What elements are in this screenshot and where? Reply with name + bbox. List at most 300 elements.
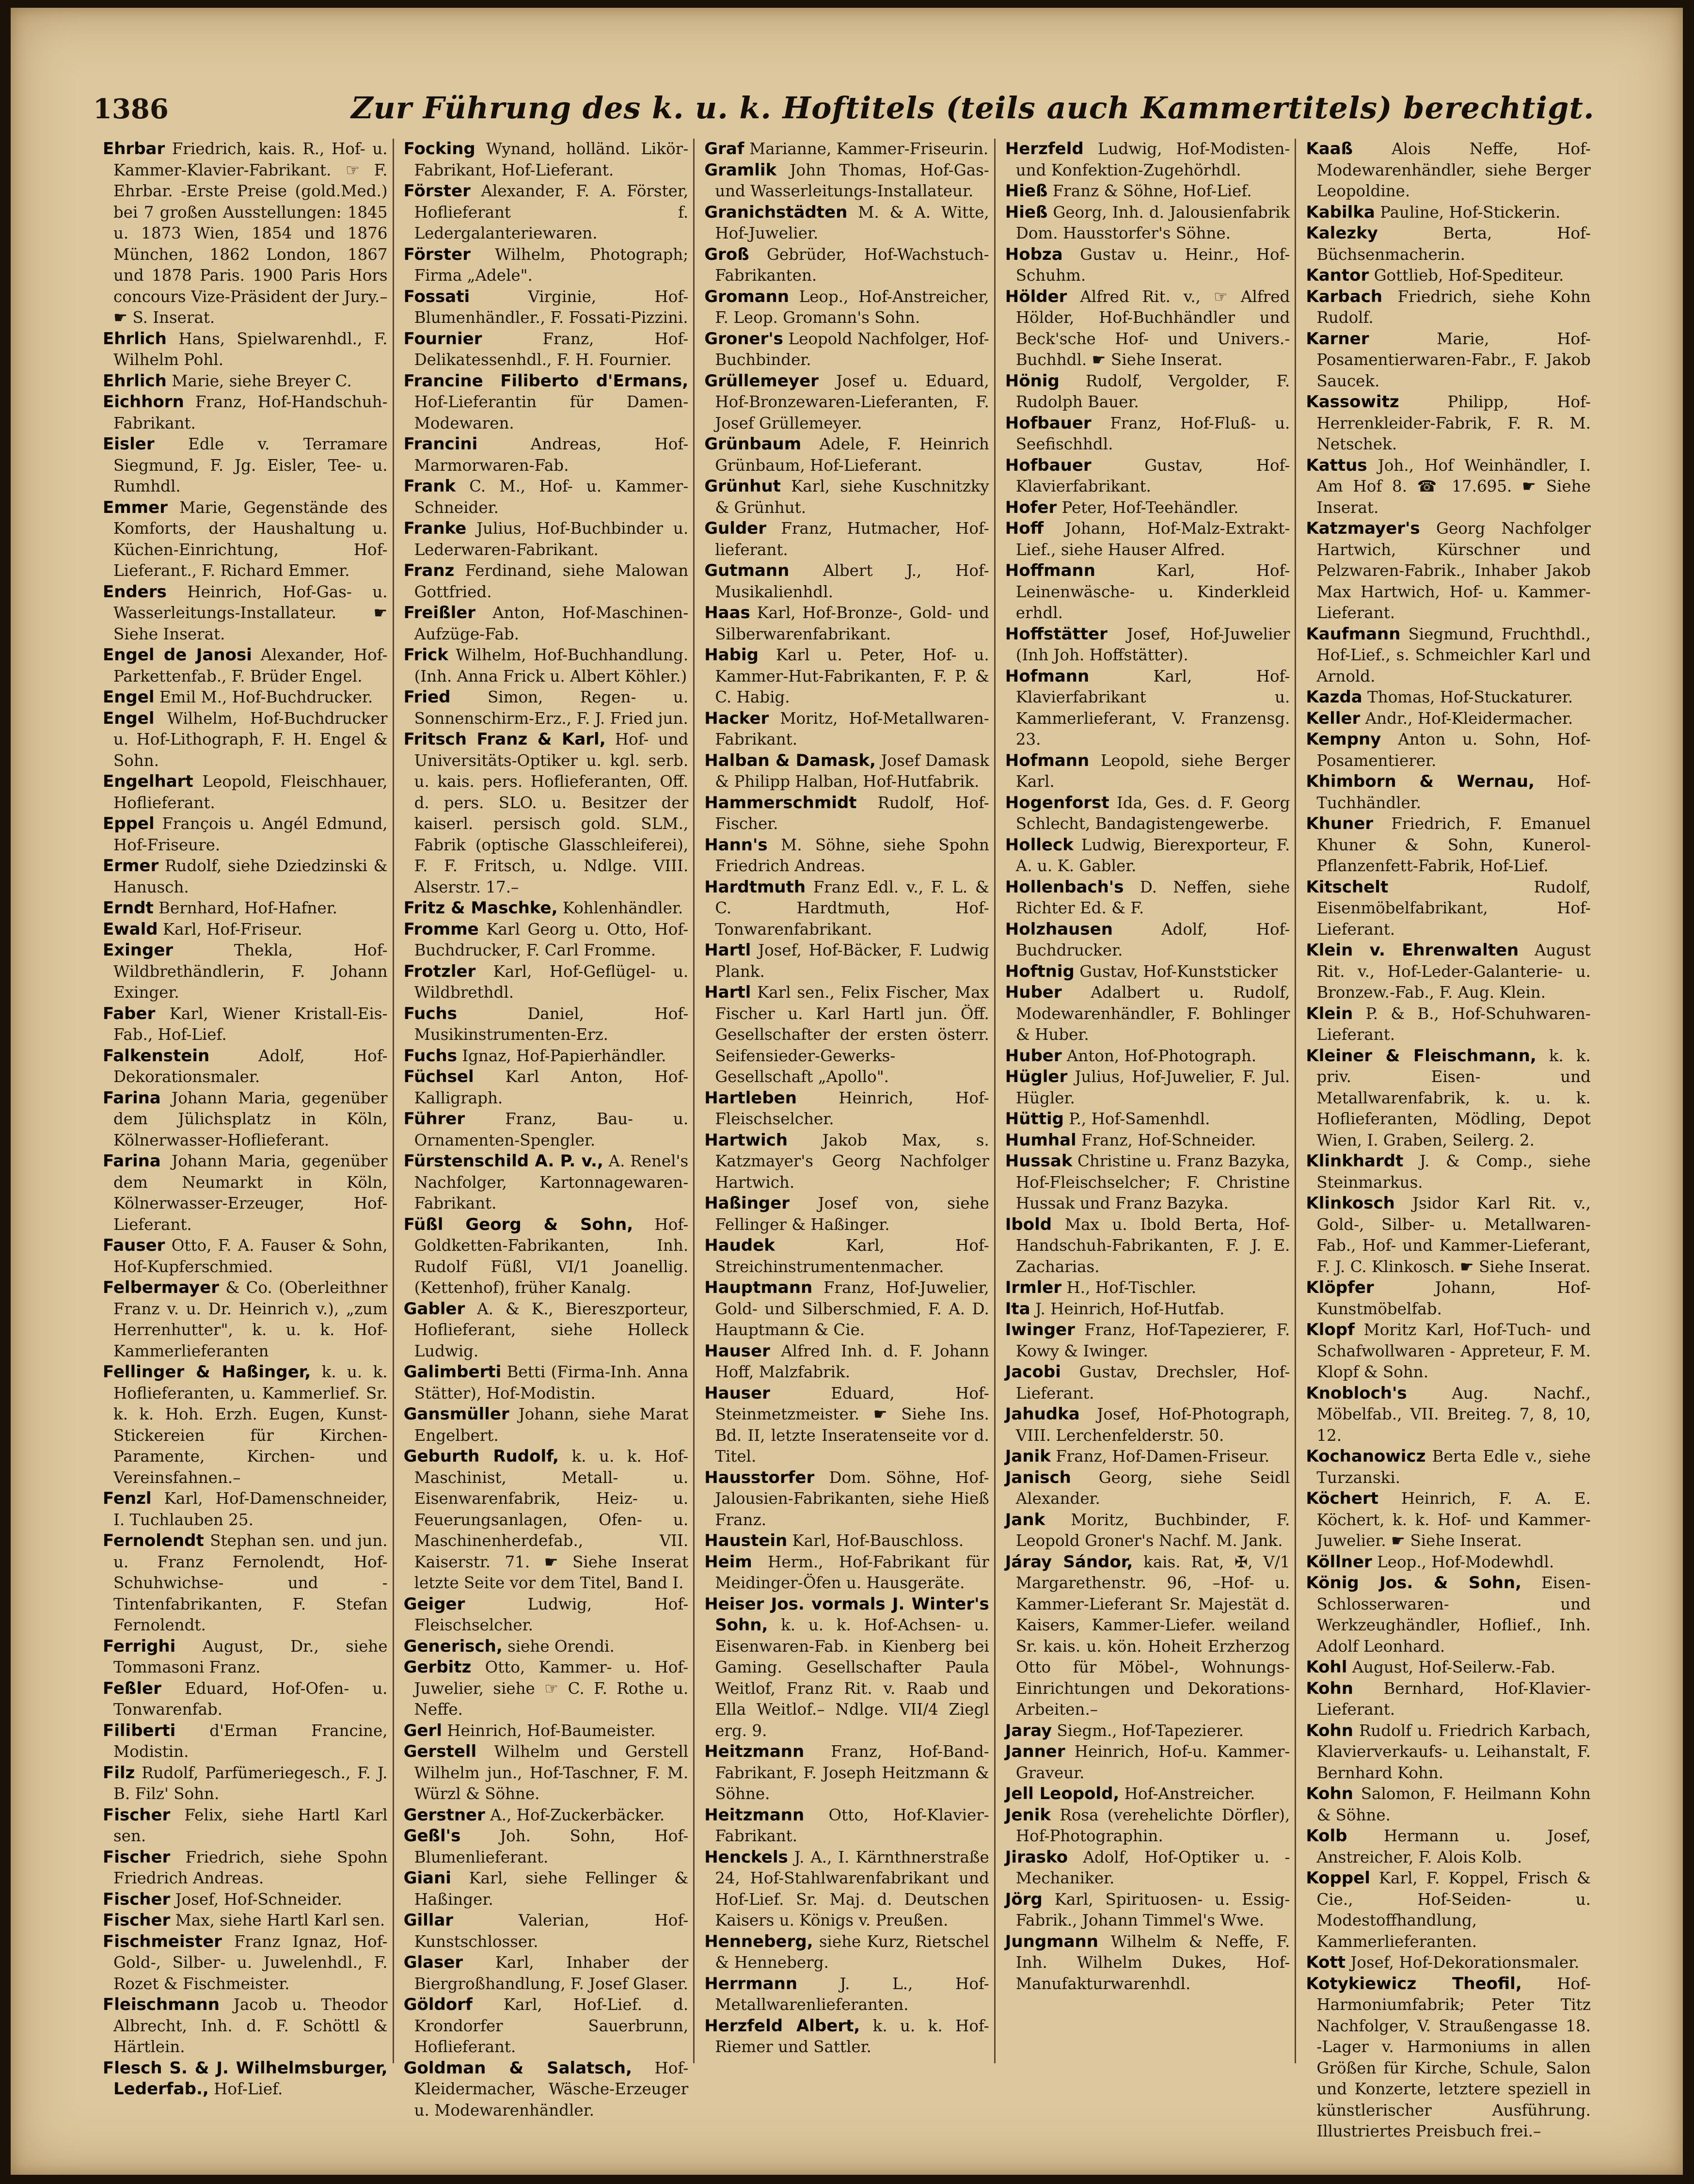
entry-text: Karl, siehe Fellinger & Haßinger. <box>414 1869 689 1909</box>
entry-name: Fischmeister <box>103 1931 222 1951</box>
entry-text: Heinrich, Hof-Baumeister. <box>447 1721 656 1740</box>
directory-entry <box>103 1088 388 1151</box>
entry-text: k. u. k. Hoflieferanten, u. Kammerlief. Sr. k. k. Hoh. Erzh. Eugen, Kunst-Stickereien für Kirchen-Paramente, Kirchen- und Vereinsfahnen.– <box>113 1363 388 1487</box>
entry-name: Füchsel <box>403 1067 474 1086</box>
directory-entry <box>1005 750 1290 793</box>
entry-text: Adolf, Hof-Optiker u. -Mechaniker. <box>1015 1848 1290 1887</box>
entry-name: Franke <box>403 519 467 538</box>
entry-name: Flesch S. & J. Wilhelmsburger, Lederfab., <box>103 2058 388 2099</box>
directory-entry <box>704 1805 989 1847</box>
entry-text: Franz, Hof-Handschuh-Fabrikant. <box>113 393 388 432</box>
entry-name: Klein <box>1306 1004 1353 1023</box>
entry-name: Hobza <box>1005 244 1063 264</box>
entry-text: Daniel, Hof-Musikinstrumenten-Erz. <box>414 1004 689 1044</box>
entry-text: Heinrich, Hof-Fleischselcher. <box>715 1088 989 1128</box>
entry-text: H., Hof-Tischler. <box>1066 1278 1197 1297</box>
entry-name: Gerstner <box>403 1805 485 1825</box>
entry-name: Haustein <box>704 1531 788 1550</box>
directory-entry <box>103 708 388 772</box>
entry-name: Fellinger & Haßinger, <box>103 1362 311 1382</box>
entry-text: Otto, Hof-Klavier-Fabrikant. <box>715 1805 989 1845</box>
directory-entry <box>1306 518 1591 624</box>
entry-text: Ferdinand, siehe Malowan Gottfried. <box>414 561 689 601</box>
entry-text: Adolf, Hof-Dekorationsmaler. <box>113 1046 388 1086</box>
entry-name: Jacobi <box>1005 1362 1061 1382</box>
entry-name: Kohn <box>1306 1721 1353 1740</box>
entry-name: Haas <box>704 603 750 622</box>
directory-entry <box>704 1847 989 1931</box>
entry-text: Franz, Hutmacher, Hof-lieferant. <box>715 519 989 559</box>
entry-name: Kazda <box>1306 687 1362 707</box>
directory-entry <box>704 1552 989 1594</box>
directory-entry <box>404 1805 689 1826</box>
entry-text: Marie, Gegenstände des Komforts, der Haushaltung u. Küchen-Einrichtung, Hof-Lieferant., F. Richard Emmer. <box>113 498 388 580</box>
entry-text: Josef von, siehe Fellinger & Haßinger. <box>715 1194 989 1234</box>
entry-name: Francini <box>403 434 478 454</box>
directory-entry <box>404 518 689 560</box>
directory-entry <box>404 1910 689 1952</box>
directory-entry <box>1306 1974 1591 2142</box>
directory-entry <box>103 687 388 708</box>
running-head: Zur Führung des k. u. k. Hoftitels (teils auch Kammertitels) berechtigt. <box>351 90 1595 126</box>
entry-name: Irmler <box>1005 1278 1062 1297</box>
entry-text: & Co. (Oberleithner Franz v. u. Dr. Heinrich v.), „zum Herrenhutter", k. u. k. Hof-Kammerlieferanten <box>113 1278 388 1360</box>
entry-name: Giani <box>403 1868 451 1888</box>
directory-entry <box>1306 1826 1591 1868</box>
directory-entry <box>704 1931 989 1974</box>
entry-name: Hussak <box>1005 1151 1073 1171</box>
entry-name: Heitzmann <box>704 1805 805 1825</box>
column-4 <box>1005 139 1297 2063</box>
directory-entry <box>704 244 989 287</box>
entry-text: Georg, Inh. d. Jalousienfabrik Dom. Hausstorfer's Söhne. <box>1015 203 1290 242</box>
entry-name: Jirasko <box>1005 1847 1068 1867</box>
entry-name: Hofmann <box>1005 666 1090 686</box>
entry-name: Kochanowicz <box>1306 1447 1426 1466</box>
entry-text: Franz, Hof-Fluß- u. Seefischhdl. <box>1015 414 1290 453</box>
entry-text: Alexander, F. A. Förster, Hoflieferant f. Ledergalanteriewaren. <box>414 182 689 242</box>
entry-name: Hausstorfer <box>704 1467 815 1487</box>
entry-name: Geßl's <box>403 1826 461 1846</box>
directory-entry <box>103 1004 388 1046</box>
entry-name: Ferrighi <box>103 1636 176 1656</box>
directory-entry <box>404 329 689 371</box>
entry-text: Thomas, Hof-Stuckaturer. <box>1367 688 1573 706</box>
entry-name: Hartl <box>704 983 751 1002</box>
directory-entry <box>1306 1488 1591 1552</box>
entry-text: Aug. Nachf., Möbelfab., VII. Breiteg. 7, 8, 10, 12. <box>1316 1384 1591 1445</box>
entry-name: Klein v. Ehrenwalten <box>1306 941 1519 960</box>
directory-entry <box>1005 1320 1290 1362</box>
entry-name: Karner <box>1306 329 1369 349</box>
directory-entry <box>103 898 388 919</box>
entry-text: Alfred Rit. v., ☞ Alfred Hölder, Hof-Buchhändler und Beck'sche Hof- und Univers.-Buchhdl. ☛ Siehe Inserat. <box>1015 287 1290 369</box>
entry-name: Fournier <box>403 329 482 349</box>
entry-text: J. Heinrich, Hof-Hutfab. <box>1035 1299 1225 1318</box>
entry-name: Fromme <box>403 919 479 939</box>
entry-name: Fischer <box>103 1911 171 1930</box>
entry-name: Fleischmann <box>103 1995 220 2014</box>
entry-text: Thekla, Hof-Wildbrethändlerin, F. Johann Exinger. <box>113 941 388 1002</box>
directory-entry <box>704 1130 989 1194</box>
directory-entry <box>404 645 689 687</box>
directory-entry <box>404 1004 689 1046</box>
entry-text: Julius, Hof-Juwelier, F. Jul. Hügler. <box>1015 1068 1290 1107</box>
entry-name: Hacker <box>704 708 769 728</box>
entry-name: Engel de Janosi <box>103 645 252 665</box>
entry-name: Kohn <box>1306 1784 1353 1803</box>
entry-name: Graf <box>704 139 744 159</box>
entry-name: Groner's <box>704 329 783 349</box>
entry-text: Adalbert u. Rudolf, Modewarenhändler, F. Bohlinger & Huber. <box>1015 983 1290 1044</box>
entry-name: Engel <box>103 708 155 728</box>
directory-entry <box>1005 287 1290 371</box>
entry-name: Fried <box>403 687 451 707</box>
directory-entry <box>404 560 689 603</box>
directory-entry <box>103 1910 388 1931</box>
entry-text: A., Hof-Zuckerbäcker. <box>490 1805 665 1824</box>
directory-entry <box>1005 835 1290 877</box>
entry-name: Fernolendt <box>103 1531 204 1550</box>
entry-name: Hieß <box>1005 181 1048 201</box>
entry-name: Hofmann <box>1005 750 1090 770</box>
directory-entry <box>1005 1510 1290 1552</box>
entry-text: Wynand, holländ. Likör-Fabrikant, Hof-Lieferant. <box>414 140 689 179</box>
directory-entry <box>404 1868 689 1910</box>
directory-entry <box>103 497 388 582</box>
entry-name: Engelhart <box>103 772 193 791</box>
directory-entry <box>1306 1277 1591 1320</box>
entry-name: Glaser <box>403 1953 463 1972</box>
entry-text: Karl, Hof-Streichinstrumentenmacher. <box>715 1236 989 1276</box>
entry-name: Jaray <box>1005 1721 1052 1740</box>
entry-text: Hof-Kleidermacher, Wäsche-Erzeuger u. Modewarenhändler. <box>414 2058 689 2120</box>
entry-text: Karl, Hof-Lief. d. Krondorfer Sauerbrunn, Hoflieferant. <box>414 1995 689 2056</box>
directory-entry <box>1005 877 1290 919</box>
directory-entry <box>404 1214 689 1299</box>
directory-entry <box>1005 666 1290 750</box>
entry-name: Ehrbar <box>103 139 165 159</box>
entry-name: Gabler <box>403 1299 465 1319</box>
directory-entry <box>103 1847 388 1889</box>
entry-text: Karl Georg u. Otto, Hof-Buchdrucker, F. Carl Fromme. <box>414 920 689 959</box>
directory-entry <box>103 329 388 371</box>
entry-name: Führer <box>403 1109 465 1129</box>
directory-entry <box>704 1235 989 1277</box>
entry-text: Ida, Ges. d. F. Georg Schlecht, Bandagistengewerbe. <box>1015 793 1290 833</box>
entry-name: Heitzmann <box>704 1742 805 1761</box>
directory-entry <box>1306 1952 1591 1974</box>
entry-name: Erndt <box>103 898 154 918</box>
entry-text: P., Hof-Samenhdl. <box>1069 1110 1210 1128</box>
directory-entry <box>103 919 388 941</box>
entry-name: Förster <box>403 244 471 264</box>
entry-text: Heinrich, F. A. E. Köchert, k. k. Hof- und Kammer-Juwelier. ☛ Siehe Inserat. <box>1316 1489 1591 1550</box>
entry-name: Köchert <box>1306 1489 1378 1508</box>
directory-entry <box>1306 1868 1591 1952</box>
entry-text: Hof-Goldketten-Fabrikanten, Inh. Rudolf Füßl, VI/1 Joanellig. (Kettenhof), früher Kanalg. <box>414 1215 689 1297</box>
directory-entry <box>1005 1847 1290 1889</box>
entry-text: Marie, siehe Breyer C. <box>172 371 352 390</box>
directory-entry <box>103 645 388 687</box>
entry-name: Grünhut <box>704 477 781 496</box>
entry-text: Stephan sen. und jun. u. Franz Fernolendt, Hof-Schuhwichse- und -Tintenfabrikanten, F. Stefan Fernolendt. <box>113 1531 388 1634</box>
entry-name: Granichstädten <box>704 202 848 222</box>
entry-text: Kohlenhändler. <box>562 899 683 917</box>
entry-name: Jörg <box>1005 1889 1043 1909</box>
entry-text: John Thomas, Hof-Gas- und Wasserleitungs-Installateur. <box>715 160 989 200</box>
entry-name: Kaufmann <box>1306 624 1401 644</box>
entry-text: Dom. Söhne, Hof-Jalousien-Fabrikanten, siehe Hieß Franz. <box>715 1468 989 1529</box>
entry-name: Kantor <box>1306 266 1369 285</box>
entry-name: Hardtmuth <box>704 877 806 897</box>
entry-text: Moritz, Hof-Metallwaren-Fabrikant. <box>715 709 989 749</box>
directory-entry <box>404 244 689 287</box>
entry-text: Anton u. Sohn, Hof-Posamentierer. <box>1316 730 1591 770</box>
entry-text: Leopold, Fleischhauer, Hoflieferant. <box>113 772 388 812</box>
entry-text: Berta Edle v., siehe Turzanski. <box>1316 1447 1591 1487</box>
entry-name: Hauptmann <box>704 1278 813 1297</box>
entry-text: Hof-Lief. <box>214 2080 283 2098</box>
entry-name: Kattus <box>1306 455 1367 475</box>
directory-entry <box>404 287 689 329</box>
entry-name: König Jos. & Sohn, <box>1306 1573 1522 1593</box>
directory-entry <box>404 1046 689 1067</box>
entry-name: Knobloch's <box>1306 1383 1407 1403</box>
directory-entry <box>1005 181 1290 202</box>
directory-entry <box>103 940 388 1004</box>
entry-name: Fauser <box>103 1236 165 1255</box>
entry-name: Geburth Rudolf, <box>403 1447 559 1466</box>
directory-entry <box>1005 1046 1290 1067</box>
entry-text: Josef u. Eduard, Hof-Bronzewaren-Lieferanten, F. Josef Grüllemeyer. <box>715 371 989 432</box>
directory-entry <box>1306 1678 1591 1721</box>
entry-text: Karl, Hof-Bauschloss. <box>792 1531 964 1550</box>
entry-text: k. k. priv. Eisen- und Metallwarenfabrik, k. u. k. Hoflieferanten, Mödling, Depot Wien, I. Graben, Seilerg. 2. <box>1316 1046 1591 1149</box>
directory-entry <box>404 476 689 518</box>
directory-entry <box>1306 202 1591 223</box>
entry-name: Gutmann <box>704 561 790 580</box>
entry-name: Eppel <box>103 814 155 833</box>
directory-entry <box>103 582 388 645</box>
directory-entry <box>1005 1741 1290 1784</box>
entry-text: Josef, Hof-Bäcker, F. Ludwig Plank. <box>715 941 989 981</box>
entry-name: Hüttig <box>1005 1109 1064 1129</box>
directory-entry <box>704 160 989 202</box>
directory-entry <box>404 1446 689 1594</box>
entry-text: k. u. k. Hof-Achsen- u. Eisenwaren-Fab. in Kienberg bei Gaming. Gesellschafter Paula Weitlof, Franz Rit. v. Raab und Ella Weitlof.– Ndlge. VII/4 Ziegl erg. 9. <box>715 1616 989 1740</box>
directory-entry <box>404 1109 689 1151</box>
entry-name: Goldman & Salatsch, <box>403 2058 632 2078</box>
entry-name: Grünbaum <box>704 434 802 454</box>
entry-name: Eisler <box>103 434 155 454</box>
entry-text: Emil M., Hof-Buchdrucker. <box>159 688 373 706</box>
directory-entry <box>1306 940 1591 1004</box>
entry-name: Holleck <box>1005 835 1074 855</box>
entry-text: Josef, Hof-Dekorationsmaler. <box>1350 1953 1580 1972</box>
entry-text: Berta, Hof-Büchsenmacherin. <box>1316 224 1591 264</box>
entry-name: Heim <box>704 1552 752 1572</box>
entry-text: Hof-Lieferantin für Damen-Modewaren. <box>414 393 689 432</box>
entry-text: P. & B., Hof-Schuhwaren-Lieferant. <box>1316 1004 1591 1044</box>
entry-text: Josef Damask & Philipp Halban, Hof-Hutfabrik. <box>715 751 989 791</box>
entry-text: Wilhelm, Hof-Buchhandlung. (Inh. Anna Frick u. Albert Köhler.) <box>414 646 689 685</box>
directory-entry <box>1306 1151 1591 1193</box>
entry-text: Karl, Spirituosen- u. Essig-Fabrik., Johann Timmel's Wwe. <box>1015 1890 1290 1929</box>
entry-name: Filz <box>103 1763 135 1783</box>
directory-entry <box>103 1721 388 1763</box>
directory-entry <box>704 708 989 750</box>
entry-text: Herm., Hof-Fabrikant für Meidinger-Öfen u. Hausgeräte. <box>715 1552 989 1592</box>
entry-text: Gustav, Hof-Klavierfabrikant. <box>1015 456 1290 495</box>
entry-name: Gromann <box>704 287 790 306</box>
entry-name: Fuchs <box>403 1004 457 1023</box>
entry-text: Bernhard, Hof-Hafner. <box>158 899 338 917</box>
entry-text: Rudolf, siehe Dziedzinski & Hanusch. <box>113 857 388 896</box>
entry-name: Füßl Georg & Sohn, <box>403 1214 633 1234</box>
entry-text: J. A., I. Kärnthnerstraße 24, Hof-Stahlwarenfabrikant und Hof-Lief. Sr. Maj. d. Deutschen Kaisers u. Königs v. Preußen. <box>715 1848 989 1929</box>
directory-entry <box>704 476 989 518</box>
entry-name: Filiberti <box>103 1721 176 1740</box>
entry-name: Groß <box>704 244 749 264</box>
entry-name: Huber <box>1005 1046 1062 1066</box>
directory-entry <box>1306 1193 1591 1277</box>
entry-text: Hof-Anstreicher. <box>1124 1785 1255 1803</box>
entry-text: Heinrich, Hof-Gas- u. Wasserleitungs-Installateur. ☛ Siehe Inserat. <box>113 582 388 643</box>
directory-entry <box>1005 1362 1290 1404</box>
entry-name: Jell Leopold, <box>1005 1784 1120 1803</box>
entry-name: Heiser Jos. vormals J. Winter's Sohn, <box>704 1594 989 1635</box>
entry-name: Hauser <box>704 1383 770 1403</box>
entry-name: Huber <box>1005 983 1062 1002</box>
directory-entry <box>704 1594 989 1742</box>
directory-entry <box>704 1088 989 1130</box>
directory-entry <box>103 139 388 329</box>
entry-text: August, Hof-Seilerw.-Fab. <box>1352 1658 1556 1676</box>
entry-text: Betti (Firma-Inh. Anna Stätter), Hof-Modistin. <box>414 1363 689 1403</box>
entry-text: Franz Edl. v., F. L. & C. Hardtmuth, Hof-Tonwarenfabrikant. <box>715 877 989 939</box>
entry-text: Ludwig, Hof-Fleischselcher. <box>414 1594 689 1634</box>
entry-name: Járay Sándor, <box>1005 1552 1133 1572</box>
entry-name: Herzfeld <box>1005 139 1084 159</box>
directory-entry <box>704 877 989 941</box>
directory-entry <box>103 771 388 813</box>
directory-entry <box>103 1678 388 1721</box>
entry-name: Göldorf <box>403 1995 473 2014</box>
directory-entry <box>1306 455 1591 519</box>
entry-name: Frotzler <box>403 961 476 981</box>
directory-columns <box>103 139 1596 2140</box>
entry-text: Gebrüder, Hof-Wachstuch-Fabrikanten. <box>715 245 989 285</box>
directory-entry <box>704 1467 989 1531</box>
entry-name: Hieß <box>1005 202 1048 222</box>
directory-entry <box>1306 771 1591 813</box>
directory-entry <box>1005 1109 1290 1130</box>
entry-name: Haßinger <box>704 1194 790 1213</box>
directory-entry <box>103 1763 388 1805</box>
entry-name: Hartleben <box>704 1088 797 1108</box>
directory-entry <box>1306 813 1591 877</box>
entry-text: Friedrich, F. Emanuel Khuner & Sohn, Kunerol-Pflanzenfett-Fabrik, Hof-Lief. <box>1316 814 1591 875</box>
entry-text: Edle v. Terramare Siegmund, F. Jg. Eisler, Tee- u. Rumhdl. <box>113 435 388 495</box>
entry-text: Otto, Kammer- u. Hof-Juwelier, siehe ☞ C. F. Rothe u. Neffe. <box>414 1658 689 1719</box>
entry-text: Karl, Hof-Geflügel- u. Wildbrethdl. <box>414 962 689 1002</box>
directory-entry <box>404 1994 689 2058</box>
entry-name: Jahudka <box>1005 1404 1080 1424</box>
entry-text: Karl, F. Koppel, Frisch & Cie., Hof-Seiden- u. Modestoffhandlung, Kammerlieferanten. <box>1316 1869 1591 1951</box>
directory-entry <box>1306 877 1591 941</box>
entry-name: Franz <box>403 561 455 580</box>
entry-name: Ehrlich <box>103 329 167 349</box>
directory-entry <box>1005 1151 1290 1214</box>
directory-entry <box>1306 1383 1591 1447</box>
directory-entry <box>704 287 989 329</box>
entry-name: Hogenforst <box>1005 793 1109 813</box>
entry-text: Anton, Hof-Photograph. <box>1066 1046 1257 1065</box>
directory-entry <box>1005 455 1290 497</box>
entry-text: A. & K., Biereszporteur, Hoflieferant, siehe Holleck Ludwig. <box>414 1299 689 1360</box>
entry-text: Hof-Tuchhändler. <box>1316 772 1591 812</box>
directory-entry <box>704 982 989 1088</box>
entry-text: Leopold Nachfolger, Hof-Buchbinder. <box>715 329 989 369</box>
entry-name: Khuner <box>1306 814 1374 833</box>
entry-name: Ewald <box>103 919 158 939</box>
entry-text: Valerian, Hof-Kunstschlosser. <box>414 1911 689 1951</box>
entry-name: Iwinger <box>1005 1320 1075 1339</box>
directory-entry <box>704 1383 989 1467</box>
entry-text: Joh., Hof Weinhändler, I. Am Hof 8. ☎ 17.695. ☛ Siehe Inserat. <box>1316 456 1591 517</box>
entry-name: Karbach <box>1306 287 1383 306</box>
directory-entry <box>1005 1299 1290 1320</box>
directory-entry <box>1306 287 1591 329</box>
column-3 <box>704 139 996 2063</box>
directory-entry <box>103 1488 388 1530</box>
entry-text: Hof- und Universitäts-Optiker u. kgl. serb. u. kais. pers. Hoflieferanten, Off. d. pers. SLO. u. Besitzer der kaiserl. persisch gold. SLM., Fabrik (optische Glasschleiferei), F. F. Fritsch, u. Ndlge. VIII. Alserstr. 17.– <box>414 730 689 896</box>
entry-name: Holzhausen <box>1005 919 1113 939</box>
entry-name: Falkenstein <box>103 1046 210 1066</box>
entry-name: Fenzl <box>103 1489 152 1508</box>
directory-entry <box>1306 223 1591 265</box>
entry-name: Hartwich <box>704 1130 788 1150</box>
directory-entry <box>103 1931 388 1995</box>
entry-name: Janik <box>1005 1447 1051 1466</box>
entry-name: Keller <box>1306 708 1361 728</box>
directory-entry <box>1306 1573 1591 1657</box>
entry-name: Fritz & Maschke, <box>403 898 558 918</box>
directory-entry <box>103 1277 388 1362</box>
entry-name: Humhal <box>1005 1130 1077 1150</box>
entry-text: Rudolf u. Friedrich Karbach, Klavierverkaufs- u. Leihanstalt, F. Bernhard Kohn. <box>1316 1721 1591 1782</box>
entry-name: Farina <box>103 1151 161 1171</box>
page-number: 1386 <box>93 93 169 125</box>
entry-text: Wilhelm & Neffe, F. Inh. Wilhelm Dukes, Hof-Manufakturwarenhdl. <box>1015 1932 1290 1993</box>
entry-name: Köllner <box>1306 1552 1372 1572</box>
entry-name: Exinger <box>103 941 174 960</box>
entry-name: Hönig <box>1005 371 1060 391</box>
entry-text: Franz, Hof-Juwelier, Gold- und Silberschmied, F. A. D. Hauptmann & Cie. <box>715 1278 989 1339</box>
entry-text: Felix, siehe Hartl Karl sen. <box>113 1805 388 1845</box>
directory-entry <box>1005 1446 1290 1467</box>
entry-name: Freißler <box>403 603 476 622</box>
directory-entry <box>1005 624 1290 666</box>
entry-text: Hof-Harmoniumfabrik; Peter Titz Nachfolger, V. Straußengasse 18. -Lager v. Harmoniums in allen Größen für Kirche, Schule, Salon und Konzerte, letztere speziell in künstlerischer Ausführung. Illustriertes Preisbuch frei.– <box>1316 1974 1591 2140</box>
directory-entry <box>1005 371 1290 413</box>
entry-name: Focking <box>403 139 475 159</box>
entry-name: Hoftnig <box>1005 961 1075 981</box>
entry-name: Hartl <box>704 941 751 960</box>
directory-entry <box>704 2016 989 2058</box>
entry-text: Leop., Hof-Anstreicher, F. Leop. Gromann's Sohn. <box>715 287 989 327</box>
